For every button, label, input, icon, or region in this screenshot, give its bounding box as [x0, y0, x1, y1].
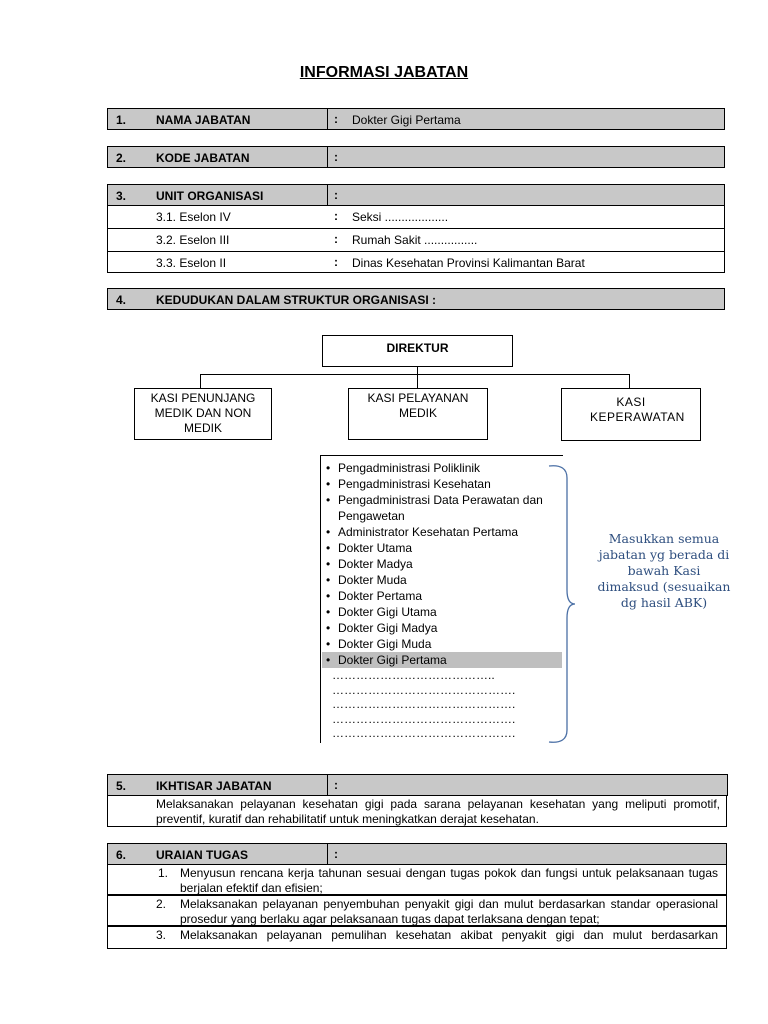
bullet-icon: •	[326, 477, 331, 491]
colon: :	[334, 778, 338, 792]
list-item: • Dokter Gigi Utama	[326, 605, 437, 619]
list-item: • Dokter Muda	[326, 573, 407, 587]
section-nama-jabatan	[107, 108, 725, 130]
list-item: • Dokter Gigi Madya	[326, 621, 438, 635]
list-item: • Dokter Madya	[326, 557, 413, 571]
section-number: 5.	[116, 779, 127, 793]
org-box-direktur: DIREKTUR	[322, 335, 513, 367]
eselon-label: 3.2. Eselon III	[156, 233, 230, 247]
list-item: • Pengadministrasi Data Perawatan dan Pengawetan	[326, 493, 543, 523]
instruction-note: Masukkan semua jabatan yg berada di bawah Kasi dimaksud (sesuaikan dg hasil ABK)	[597, 531, 731, 610]
bullet-icon: •	[326, 637, 331, 651]
column-divider	[327, 109, 328, 129]
colon: :	[334, 112, 338, 126]
eselon-value: Dinas Kesehatan Provinsi Kalimantan Barat	[352, 256, 585, 270]
placeholder-dots: ……………………………………….	[332, 726, 516, 740]
placeholder-dots: …………………………………..	[332, 668, 495, 682]
section-label: IKHTISAR JABATAN	[156, 779, 272, 793]
section-unit-organisasi	[107, 184, 725, 206]
list-frame-top	[320, 455, 563, 456]
nama-jabatan-value: Dokter Gigi Pertama	[352, 113, 461, 127]
section-kode-jabatan	[107, 146, 725, 168]
org-box-kasi-keperawatan: KASI KEPERAWATAN	[561, 388, 701, 441]
eselon-value: Seksi ...................	[352, 210, 449, 224]
org-box-kasi-penunjang: KASI PENUNJANG MEDIK DAN NON MEDIK	[134, 388, 272, 440]
list-item: • Administrator Kesehatan Pertama	[326, 525, 519, 539]
section-uraian-tugas	[107, 843, 727, 865]
bullet-icon: •	[326, 461, 331, 475]
bullet-icon: •	[326, 621, 331, 635]
org-connector	[417, 374, 418, 388]
bullet-icon: •	[326, 573, 331, 587]
task-text: Melaksanakan pelayanan penyembuhan penyakit gigi dan mulut berdasarkan standar operasional prosedur yang berlaku agar pelaksanaan tugas dapat terlaksana dengan tepat;	[180, 897, 718, 926]
eselon-label: 3.3. Eselon II	[156, 256, 227, 270]
placeholder-dots: ……………………………………….	[332, 711, 516, 726]
list-frame-left	[320, 455, 321, 743]
bullet-icon: •	[326, 493, 331, 507]
list-item: • Pengadministrasi Kesehatan	[326, 477, 491, 491]
section-number: 3.	[116, 189, 127, 203]
bullet-icon: •	[326, 541, 331, 555]
section-label: NAMA JABATAN	[156, 113, 251, 127]
task-row	[107, 895, 727, 926]
bullet-icon: •	[326, 557, 331, 571]
bullet-icon: •	[326, 589, 331, 603]
colon: :	[334, 188, 338, 202]
task-row	[107, 926, 727, 949]
org-box-kasi-pelayanan: KASI PELAYANAN MEDIK	[348, 388, 488, 440]
section-number: 4.	[116, 293, 127, 307]
column-divider	[327, 185, 328, 205]
page-title: INFORMASI JABATAN	[299, 64, 469, 81]
org-connector	[200, 374, 630, 375]
task-number: 1.	[158, 866, 169, 880]
list-item: • Dokter Gigi Muda	[326, 637, 432, 651]
placeholder-dots: ……………………………………….	[332, 697, 516, 711]
task-number: 2.	[156, 897, 167, 911]
list-item: • Dokter Utama	[326, 541, 413, 555]
jabatan-list	[322, 460, 562, 741]
section-label: URAIAN TUGAS	[156, 848, 248, 862]
task-row	[107, 865, 727, 895]
section-label: KODE JABATAN	[156, 151, 250, 165]
eselon-row	[107, 206, 725, 229]
section-label: KEDUDUKAN DALAM STRUKTUR ORGANISASI :	[156, 293, 436, 307]
colon: :	[334, 232, 338, 246]
placeholder-dots: ……………………………………….	[332, 682, 516, 697]
bullet-icon: •	[326, 605, 331, 619]
colon: :	[334, 847, 338, 861]
colon: :	[334, 150, 338, 164]
section-ikhtisar	[107, 774, 728, 796]
column-divider	[327, 775, 328, 795]
task-number: 3.	[156, 928, 167, 942]
eselon-row	[107, 229, 725, 252]
colon: :	[334, 209, 338, 223]
org-connector	[200, 374, 201, 388]
bullet-icon: •	[326, 653, 331, 667]
list-item: • Dokter Pertama	[326, 589, 423, 603]
bullet-icon: •	[326, 525, 331, 539]
org-connector	[629, 374, 630, 388]
section-number: 1.	[116, 113, 127, 127]
section-label: UNIT ORGANISASI	[156, 189, 264, 203]
column-divider	[327, 844, 328, 864]
eselon-label: 3.1. Eselon IV	[156, 210, 231, 224]
task-text: Menyusun rencana kerja tahunan sesuai dengan tugas pokok dan fungsi untuk pelaksanaan tugas berjalan efektif dan efisien;	[180, 866, 718, 895]
eselon-value: Rumah Sakit ................	[352, 233, 478, 247]
list-item-highlighted: • Dokter Gigi Pertama	[322, 652, 562, 668]
ikhtisar-text: Melaksanakan pelayanan kesehatan gigi pada sarana pelayanan kesehatan yang meliputi promotif, preventif, kuratif dan rehabilitatif untuk meningkatkan derajat kesehatan.	[107, 796, 727, 827]
eselon-row	[107, 252, 725, 273]
section-kedudukan	[107, 288, 725, 310]
section-number: 6.	[116, 848, 127, 862]
colon: :	[334, 255, 338, 269]
section-number: 2.	[116, 151, 127, 165]
list-item: • Pengadministrasi Poliklinik	[326, 461, 481, 475]
curly-brace-icon	[545, 462, 575, 746]
column-divider	[327, 147, 328, 167]
task-text: Melaksanakan pelayanan pemulihan kesehatan akibat penyakit gigi dan mulut berdasarkan	[180, 928, 718, 942]
